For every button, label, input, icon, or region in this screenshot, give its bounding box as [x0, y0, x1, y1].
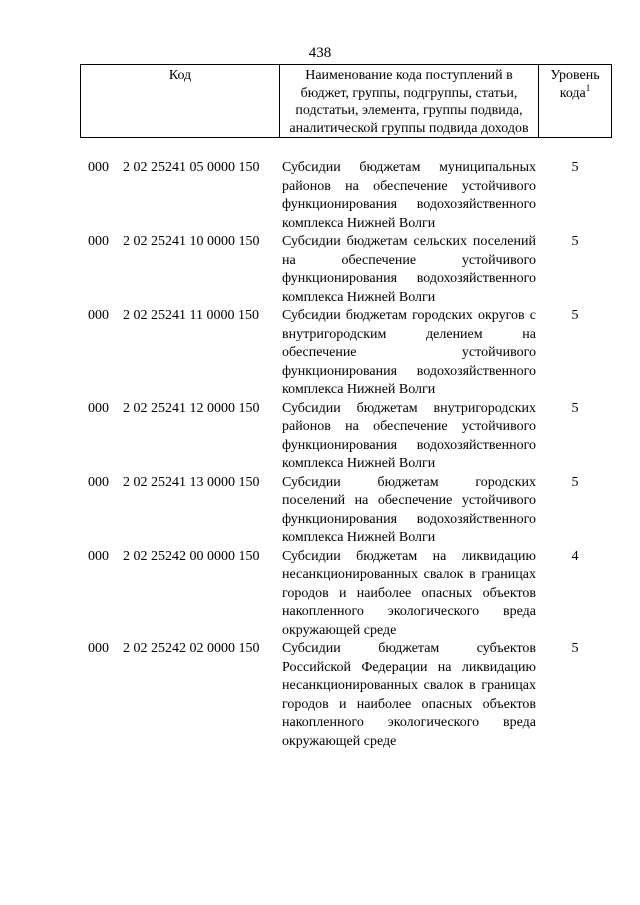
- code-level: 5: [571, 400, 579, 416]
- income-code: 2 02 25241 05 0000 150: [123, 160, 260, 175]
- income-name: Субсидии бюджетам субъектов Российской Федерации на ликвидацию несанкционированных свалок в границах городов и наиболее опасных объектов накопленного экологического вреда окружающей среде: [282, 641, 536, 749]
- admin-code: 000: [88, 641, 109, 656]
- code-level: 5: [571, 234, 579, 249]
- income-name: Субсидии бюджетам сельских поселений на обеспечение устойчивого функционирования водохозяйственного комплекса Нижней Волги: [282, 234, 536, 305]
- income-name: Субсидии бюджетам городских поселений на обеспечение устойчивого функционирования водохозяйственного комплекса Нижней Волги: [282, 474, 536, 545]
- table-row: [0, 233, 640, 307]
- footnote-marker: 1: [585, 82, 591, 93]
- table-row: [0, 640, 640, 751]
- code-level: 4: [571, 548, 579, 564]
- income-code: 2 02 25242 00 0000 150: [123, 548, 260, 564]
- income-code: 2 02 25241 10 0000 150: [123, 234, 260, 249]
- income-code: 2 02 25241 13 0000 150: [123, 474, 260, 490]
- header-level: [539, 65, 611, 137]
- income-code: 2 02 25241 12 0000 150: [123, 400, 260, 416]
- income-name: Субсидии бюджетам внутригородских районов на обеспечение устойчивого функционирования водохозяйственного комплекса Нижней Волги: [282, 400, 536, 471]
- code-level: 5: [571, 308, 579, 323]
- admin-code: 000: [88, 308, 109, 323]
- code-level: 5: [571, 641, 579, 656]
- income-name: Субсидии бюджетам на ликвидацию несанкционированных свалок в границах городов и наиболее опасных объектов накопленного экологического вреда окружающей среде: [282, 548, 536, 638]
- header-level-label: Уровень кода: [550, 68, 600, 101]
- table-row: [0, 159, 640, 233]
- table-row: [0, 307, 640, 400]
- table-row: [0, 474, 640, 548]
- admin-code: 000: [88, 160, 109, 175]
- code-level: 5: [571, 474, 579, 490]
- table-row: [0, 548, 640, 641]
- income-code: 2 02 25242 02 0000 150: [123, 641, 260, 656]
- header-code: [81, 65, 280, 137]
- code-level: 5: [571, 160, 579, 175]
- admin-code: 000: [88, 548, 109, 564]
- header-name-label: Наименование кода поступлений в бюджет, группы, подгруппы, статьи, подстатьи, элемента, группы подвида, аналитической группы подвида доходов: [289, 68, 529, 136]
- income-name: Субсидии бюджетам муниципальных районов на обеспечение устойчивого функционирования водохозяйственного комплекса Нижней Волги: [282, 160, 536, 231]
- admin-code: 000: [88, 234, 109, 249]
- admin-code: 000: [88, 400, 109, 416]
- table-body: [0, 159, 640, 751]
- header-name: [280, 65, 539, 137]
- table-row: [0, 400, 640, 474]
- header-code-label: Код: [168, 68, 192, 83]
- income-name: Субсидии бюджетам городских округов с внутригородским делением на обеспечение устойчивого функционирования водохозяйственного комплекса Нижней Волги: [282, 308, 536, 397]
- income-code: 2 02 25241 11 0000 150: [123, 308, 259, 323]
- table-header: [80, 64, 612, 138]
- page-number: 438: [308, 45, 332, 61]
- admin-code: 000: [88, 474, 109, 490]
